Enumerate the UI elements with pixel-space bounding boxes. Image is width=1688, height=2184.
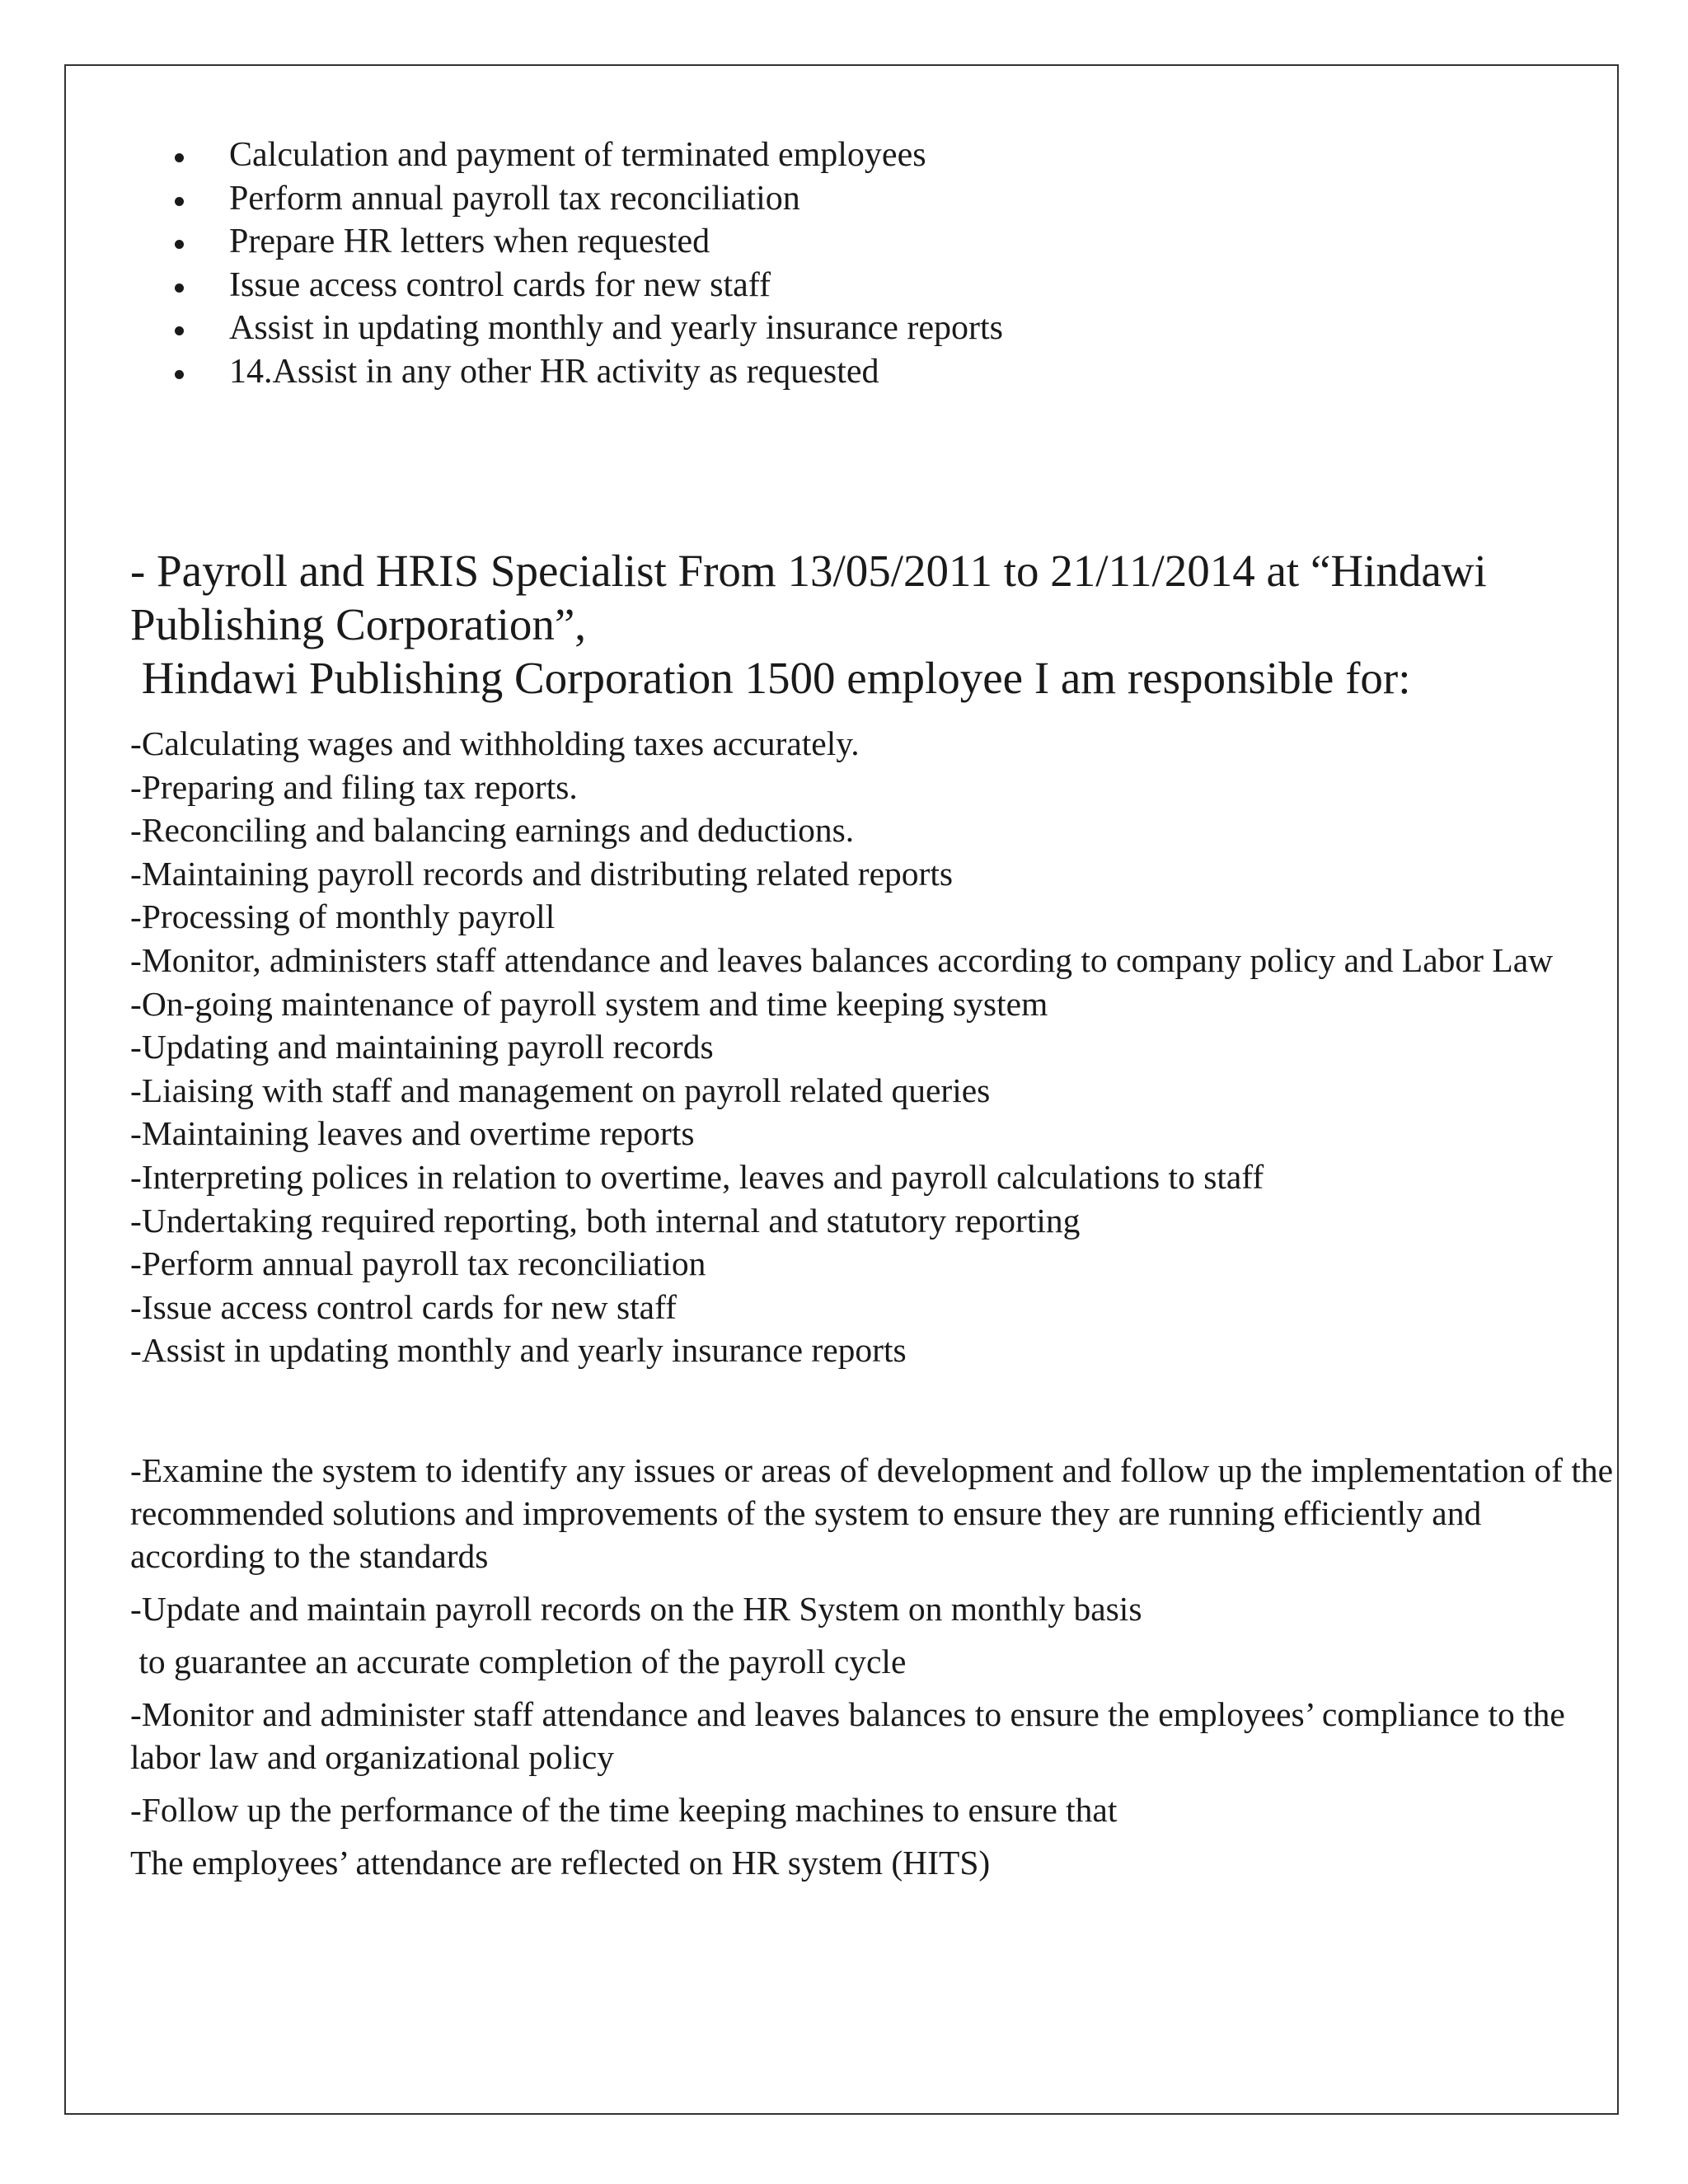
bullet-icon (175, 370, 184, 379)
list-item: Perform annual payroll tax reconciliation (170, 177, 1003, 221)
responsibility-item: -Liaising with staff and management on payroll related queries (130, 1071, 991, 1109)
job-title-line: Publishing Corporation”, (130, 599, 587, 649)
job-title-line: - Payroll and HRIS Specialist From 13/05/2011 to 21/11/2014 at “Hindawi (130, 546, 1487, 596)
responsibility-item: -Interpreting polices in relation to overtime, leaves and payroll calculations to staff (130, 1157, 1264, 1196)
list-item: Prepare HR letters when requested (170, 220, 1003, 264)
responsibility-item: -Updating and maintaining payroll records (130, 1028, 714, 1066)
responsibility-item: -Reconciling and balancing earnings and deductions. (130, 811, 855, 850)
bullet-icon (175, 153, 184, 162)
responsibility-item: -Processing of monthly payroll (130, 898, 556, 936)
responsibility-item: -Preparing and filing tax reports. (130, 767, 578, 806)
duty-paragraph: -Examine the system to identify any issues or areas of development and follow up the implementation of the recommended solutions and improvements of the system to ensure they are running efficiently and according to the standards (130, 1451, 1614, 1575)
bullet-icon (175, 240, 184, 249)
additional-duties (130, 1449, 1614, 1884)
duty-paragraph: -Follow up the performance of the time keeping machines to ensure that (130, 1791, 1118, 1829)
list-item: Calculation and payment of terminated employees (170, 134, 1003, 177)
responsibility-item: -Assist in updating monthly and yearly insurance reports (130, 1331, 907, 1370)
duty-paragraph: to guarantee an accurate completion of the payroll cycle (130, 1643, 907, 1680)
responsibilities-list (130, 722, 1614, 1372)
responsibility-item: -Perform annual payroll tax reconciliation (130, 1244, 706, 1283)
bullet-icon (175, 326, 184, 335)
responsibility-item: -Maintaining payroll records and distributing related reports (130, 854, 954, 893)
bullet-list (170, 134, 1003, 394)
duty-paragraph: The employees’ attendance are reflected on HR system (HITS) (130, 1844, 991, 1882)
responsibility-item: -Monitor, administers staff attendance and leaves balances according to company policy and Labor Law (130, 940, 1554, 979)
job-title-line: Hindawi Publishing Corporation 1500 employee I am responsible for: (130, 653, 1411, 703)
responsibility-item: -Issue access control cards for new staff (130, 1287, 677, 1326)
bullet-icon (175, 284, 184, 293)
list-item: 14.Assist in any other HR activity as requested (170, 350, 1003, 394)
responsibility-item: -Maintaining leaves and overtime reports (130, 1114, 695, 1153)
list-item: Assist in updating monthly and yearly insurance reports (170, 307, 1003, 350)
job-heading (130, 544, 1606, 705)
responsibility-item: -Undertaking required reporting, both internal and statutory reporting (130, 1201, 1081, 1240)
responsibility-item: -On-going maintenance of payroll system and time keeping system (130, 984, 1048, 1023)
responsibility-item: -Calculating wages and withholding taxes accurately. (130, 724, 860, 762)
duty-paragraph: -Monitor and administer staff attendance and leaves balances to ensure the employees’ compliance to the labor law and organizational policy (130, 1695, 1565, 1776)
duty-paragraph: -Update and maintain payroll records on the HR System on monthly basis (130, 1590, 1142, 1628)
list-item: Issue access control cards for new staff (170, 264, 1003, 307)
bullet-icon (175, 197, 184, 206)
